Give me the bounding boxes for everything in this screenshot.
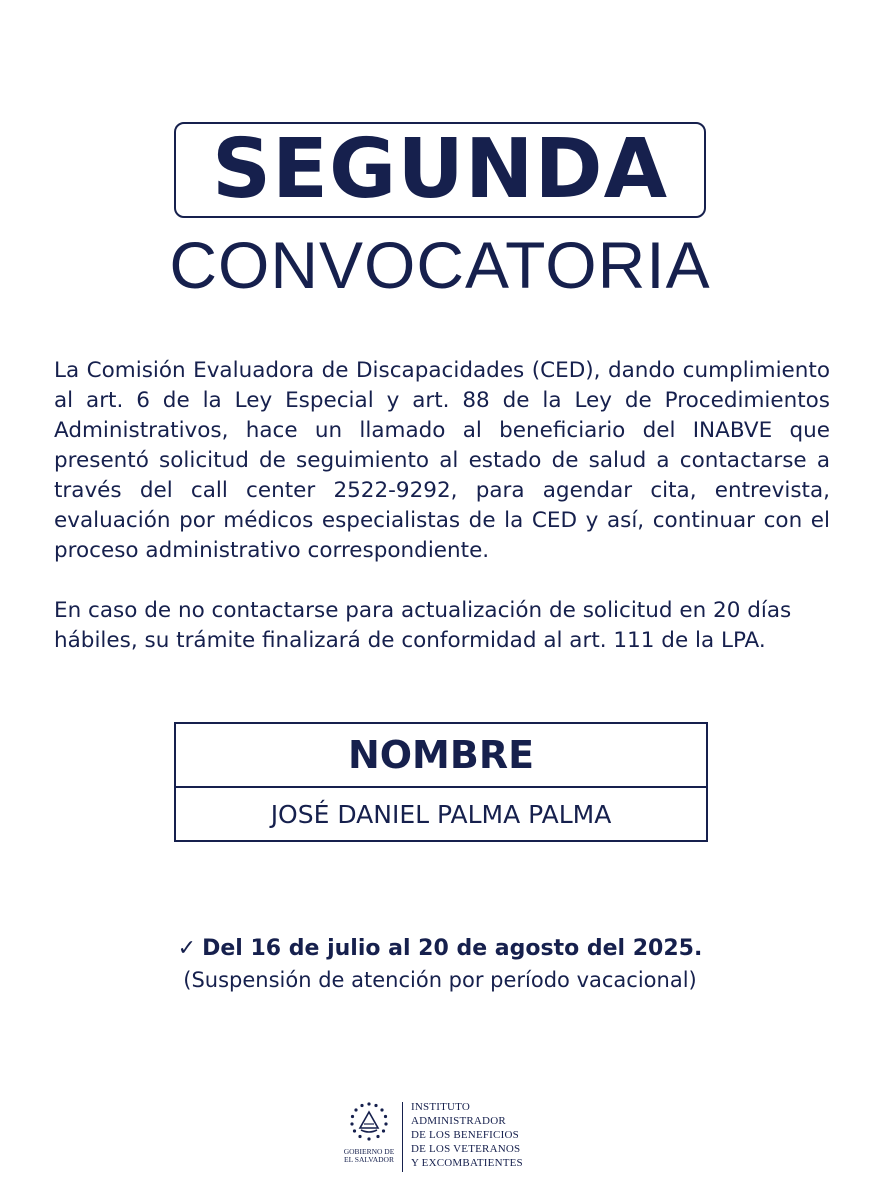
government-logo [342, 1100, 396, 1164]
government-logo-text: GOBIERNO DE EL SALVADOR [343, 1147, 395, 1164]
page-subtitle: CONVOCATORIA [169, 228, 711, 302]
footer-logo [342, 1100, 523, 1180]
institute-line: ADMINISTRADOR [411, 1115, 506, 1127]
check-icon: ✓ [177, 936, 197, 961]
name-table-header: NOMBRE [176, 724, 706, 788]
notice-paragraph-1: La Comisión Evaluadora de Discapacidades (CED), dando cumplimiento al art. 6 de la Ley Especial y art. 88 de la Ley de Procedimientos Administrativos, hace un llamado al beneficiario del INABVE que presentó solicitud de seguimiento al estado de salud a contactarse a través del call center 2522-9292, para agendar cita, entrevista, evaluación por médicos especialistas de la CED y así, continuar con el proceso administrativo correspondiente. [54, 358, 830, 563]
institute-line: DE LOS BENEFICIOS [411, 1129, 519, 1141]
vacation-note: (Suspensión de atención por período vacacional) [183, 968, 697, 992]
institute-line: DE LOS VETERANOS [411, 1143, 521, 1155]
notice-paragraph-2: En caso de no contactarse para actualización de solicitud en 20 días hábiles, su trámite finalizará de conformidad al art. 111 de la LPA. [54, 598, 792, 653]
name-table [174, 722, 708, 842]
date-range-line [0, 936, 880, 961]
date-range-text: Del 16 de julio al 20 de agosto del 2025. [202, 936, 703, 961]
page-title: SEGUNDA [211, 122, 669, 217]
institute-name [411, 1100, 523, 1170]
footer-divider [402, 1102, 403, 1172]
coat-of-arms-icon [345, 1100, 393, 1146]
institute-line: Y EXCOMBATIENTES [411, 1157, 523, 1169]
title-box [174, 122, 706, 218]
name-table-value: JOSÉ DANIEL PALMA PALMA [270, 799, 612, 829]
institute-line: INSTITUTO [411, 1101, 471, 1113]
notice-body [54, 356, 830, 656]
